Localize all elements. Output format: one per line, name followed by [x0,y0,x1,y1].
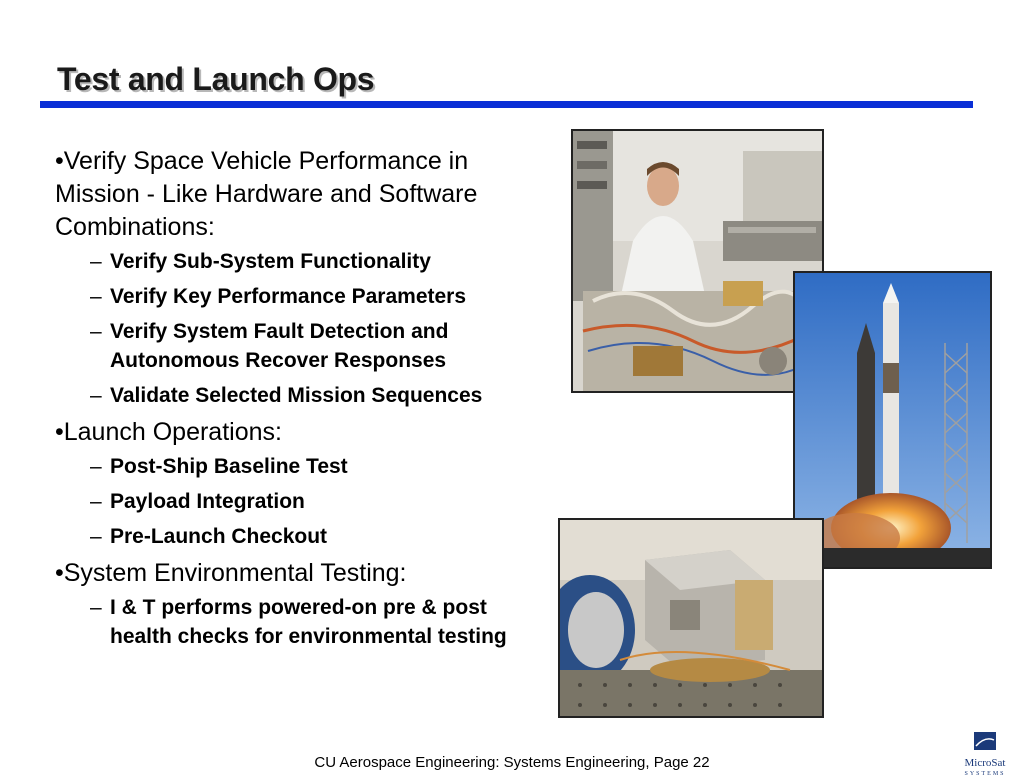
section-environmental [55,557,550,651]
dash-marker: – [90,250,102,273]
lab-technician-image [573,131,822,391]
bullet-text: I & T performs powered-on pre & post health checks for environmental testing [110,596,507,648]
satellite-test-image [560,520,822,716]
dash-marker: – [90,384,102,407]
section-launch [55,416,550,551]
bullet-text: Validate Selected Mission Sequences [110,384,483,407]
bullet-text: Verify Sub-System Functionality [110,250,431,273]
section-heading: •System Environmental Testing: [55,559,407,587]
slide-footer: CU Aerospace Engineering: Systems Engineering, Page 22 [314,754,710,771]
dash-marker: – [90,525,102,548]
dash-marker: – [90,490,102,513]
section-heading: •Verify Space Vehicle Performance in Mission - Like Hardware and Software Combinations: [55,147,478,241]
dash-marker: – [90,596,102,619]
bullet-text: Verify System Fault Detection and Autonomous Recover Responses [110,320,449,372]
svg-text:SYSTEMS: SYSTEMS [964,771,1006,777]
slide-title: Test and Launch Ops [57,61,375,97]
microsat-logo-image [952,730,1018,778]
rocket-launch-image [795,273,990,567]
bullet-item [55,452,550,481]
bullet-text: Payload Integration [110,490,305,513]
title-underline [40,101,973,108]
section-heading: •Launch Operations: [55,418,282,446]
bullet-item [55,487,550,516]
lab-technician-photo [571,129,824,393]
bullet-content [55,145,550,657]
bullet-text: Post-Ship Baseline Test [110,455,348,478]
satellite-test-photo [558,518,824,718]
bullet-item [55,593,550,651]
bullet-item [55,317,550,375]
bullet-item [55,282,550,311]
dash-marker: – [90,320,102,343]
microsat-logo [952,730,1018,778]
bullet-text: Verify Key Performance Parameters [110,285,467,308]
section-verify [55,145,550,410]
bullet-item [55,522,550,551]
svg-text:MicroSat: MicroSat [964,757,1006,769]
bullet-item [55,247,550,276]
bullet-text: Pre-Launch Checkout [110,525,328,548]
dash-marker: – [90,455,102,478]
bullet-item [55,381,550,410]
dash-marker: – [90,285,102,308]
